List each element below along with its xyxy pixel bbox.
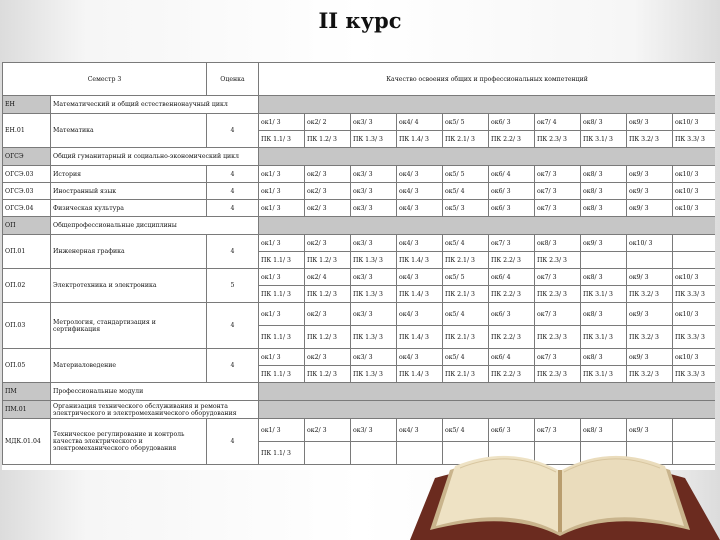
- competency-cell: ок8/ 3: [581, 419, 627, 442]
- competency-cell: ПК 2.3/ 3: [535, 366, 581, 383]
- competency-cell: ок3/ 3: [351, 303, 397, 326]
- competency-cell: ок4/ 3: [397, 419, 443, 442]
- competency-cell: ПК 2.2/ 3: [489, 252, 535, 269]
- subject-code: ОГСЭ.03: [3, 166, 51, 183]
- competency-cell: ок5/ 4: [443, 303, 489, 326]
- competency-cell: ок6/ 3: [489, 183, 535, 200]
- competency-cell: ок4/ 3: [397, 235, 443, 252]
- subject-grade: 4: [207, 235, 259, 269]
- competency-cell: ок1/ 3: [259, 166, 305, 183]
- subject-code: ОП.01: [3, 235, 51, 269]
- subject-row: [3, 349, 716, 366]
- subject-grade: 4: [207, 114, 259, 148]
- competency-cell: ок2/ 3: [305, 183, 351, 200]
- competency-cell: ок6/ 4: [489, 269, 535, 286]
- competency-cell: ПК 1.1/ 3: [259, 286, 305, 303]
- competency-cell: ок7/ 4: [535, 114, 581, 131]
- competency-cell: ок9/ 3: [627, 114, 673, 131]
- competency-cell: ПК 1.4/ 3: [397, 326, 443, 349]
- competency-cell: [581, 252, 627, 269]
- competency-cell: ПК 3.1/ 3: [581, 326, 627, 349]
- competency-cell: ПК 1.1/ 3: [259, 326, 305, 349]
- competency-cell: ок3/ 3: [351, 166, 397, 183]
- semester-header: Семестр 3: [3, 63, 207, 96]
- competency-cell: ок7/ 3: [535, 349, 581, 366]
- section-code: ПМ: [3, 383, 51, 401]
- competency-cell: ок1/ 3: [259, 303, 305, 326]
- competency-cell: ок2/ 3: [305, 166, 351, 183]
- competency-cell: ок9/ 3: [627, 419, 673, 442]
- subject-name: Математика: [51, 114, 207, 148]
- competency-cell: ПК 1.2/ 3: [305, 366, 351, 383]
- subject-grade: 4: [207, 303, 259, 349]
- subject-name: Метрология, стандартизация и сертификация: [51, 303, 207, 349]
- subject-grade: 4: [207, 166, 259, 183]
- competency-cell: ок8/ 3: [581, 269, 627, 286]
- competency-cell: ПК 2.3/ 3: [535, 252, 581, 269]
- competency-cell: ПК 1.3/ 3: [351, 131, 397, 148]
- competency-cell: ПК 3.3/ 3: [673, 286, 716, 303]
- competency-cell: ок2/ 3: [305, 349, 351, 366]
- competency-cell: ок9/ 3: [627, 349, 673, 366]
- section-name: Общий гуманитарный и социально-экономический цикл: [51, 148, 259, 166]
- section-row: [3, 401, 716, 419]
- competency-cell: ПК 2.1/ 3: [443, 131, 489, 148]
- competency-cell: ок8/ 3: [581, 200, 627, 217]
- quality-header: Качество освоения общих и профессиональных компетенций: [259, 63, 716, 96]
- competency-cell: ок9/ 3: [627, 269, 673, 286]
- competency-cell: ПК 1.2/ 3: [305, 131, 351, 148]
- competency-cell: ПК 1.2/ 3: [305, 326, 351, 349]
- competency-cell: ок5/ 4: [443, 349, 489, 366]
- open-book-image: [400, 418, 720, 540]
- competency-cell: ок9/ 3: [627, 166, 673, 183]
- competency-cell: ок10/ 3: [673, 200, 716, 217]
- competency-cell: ПК 2.3/ 3: [535, 326, 581, 349]
- subject-name: Материаловедение: [51, 349, 207, 383]
- section-fill: [259, 383, 716, 401]
- competency-cell: ПК 2.2/ 3: [489, 286, 535, 303]
- competency-cell: ок4/ 4: [397, 114, 443, 131]
- competency-cell: ПК 1.2/ 3: [305, 252, 351, 269]
- competency-cell: [305, 442, 351, 465]
- section-row: [3, 96, 716, 114]
- competency-cell: ок10/ 3: [673, 303, 716, 326]
- subject-code: ОГСЭ.03: [3, 183, 51, 200]
- competency-cell: ок8/ 3: [581, 114, 627, 131]
- competency-cell: ПК 2.1/ 3: [443, 286, 489, 303]
- competency-cell: ПК 2.1/ 3: [443, 252, 489, 269]
- subject-grade: 4: [207, 419, 259, 465]
- competency-cell: ок7/ 3: [535, 269, 581, 286]
- competency-cell: ок3/ 3: [351, 419, 397, 442]
- competency-cell: ок10/ 3: [673, 349, 716, 366]
- competency-cell: ок3/ 3: [351, 200, 397, 217]
- competency-cell: ПК 1.2/ 3: [305, 286, 351, 303]
- competency-cell: ок7/ 3: [535, 419, 581, 442]
- competency-cell: ок8/ 3: [581, 166, 627, 183]
- competency-cell: ок2/ 4: [305, 269, 351, 286]
- competency-cell: ок9/ 3: [627, 303, 673, 326]
- subject-name: Техническое регулирование и контроль качества электрического и электромеханического оборудования: [51, 419, 207, 465]
- competency-cell: ок7/ 3: [535, 183, 581, 200]
- competency-cell: ок6/ 4: [489, 349, 535, 366]
- competency-cell: ПК 1.4/ 3: [397, 286, 443, 303]
- competency-cell: ПК 1.1/ 3: [259, 252, 305, 269]
- competency-cell: ок6/ 3: [489, 419, 535, 442]
- subject-grade: 4: [207, 183, 259, 200]
- competency-cell: ПК 2.1/ 3: [443, 326, 489, 349]
- competency-cell: ПК 2.2/ 3: [489, 131, 535, 148]
- section-row: [3, 148, 716, 166]
- competency-cell: ок10/ 3: [673, 166, 716, 183]
- competency-cell: ПК 3.2/ 3: [627, 366, 673, 383]
- competency-cell: ПК 2.3/ 3: [535, 131, 581, 148]
- subject-row: [3, 235, 716, 252]
- section-code: ЕН: [3, 96, 51, 114]
- competency-cell: ок9/ 3: [627, 183, 673, 200]
- competency-cell: ок3/ 3: [351, 183, 397, 200]
- section-fill: [259, 217, 716, 235]
- section-code: ПМ.01: [3, 401, 51, 419]
- competency-cell: ок2/ 3: [305, 303, 351, 326]
- competency-cell: ПК 1.4/ 3: [397, 252, 443, 269]
- subject-code: ОГСЭ.04: [3, 200, 51, 217]
- competency-cell: ок5/ 5: [443, 114, 489, 131]
- section-name: Профессиональные модули: [51, 383, 259, 401]
- subject-code: ЕН.01: [3, 114, 51, 148]
- competency-cell: ок2/ 3: [305, 200, 351, 217]
- subject-name: История: [51, 166, 207, 183]
- competency-cell: ПК 3.3/ 3: [673, 326, 716, 349]
- subject-name: Иностранный язык: [51, 183, 207, 200]
- competency-cell: ПК 3.2/ 3: [627, 326, 673, 349]
- competency-cell: ок5/ 4: [443, 183, 489, 200]
- competency-cell: [627, 252, 673, 269]
- competency-cell: ПК 1.3/ 3: [351, 326, 397, 349]
- section-fill: [259, 96, 716, 114]
- competency-cell: ок4/ 3: [397, 349, 443, 366]
- competency-cell: ок2/ 2: [305, 114, 351, 131]
- competency-cell: ок2/ 3: [305, 235, 351, 252]
- competency-cell: ок9/ 3: [627, 200, 673, 217]
- competency-cell: ок3/ 3: [351, 114, 397, 131]
- competency-cell: [351, 442, 397, 465]
- subject-code: ОП.05: [3, 349, 51, 383]
- subject-grade: 4: [207, 349, 259, 383]
- competency-cell: ок6/ 3: [489, 303, 535, 326]
- competency-cell: ПК 3.1/ 3: [581, 131, 627, 148]
- competency-cell: ок4/ 3: [397, 269, 443, 286]
- section-name: Общепрофессиональные дисциплины: [51, 217, 259, 235]
- competency-cell: ПК 1.3/ 3: [351, 252, 397, 269]
- competency-cell: ок8/ 3: [581, 183, 627, 200]
- competency-cell: ок4/ 3: [397, 303, 443, 326]
- competency-cell: [673, 235, 716, 252]
- subject-code: МДК.01.04: [3, 419, 51, 465]
- section-row: [3, 383, 716, 401]
- grade-header: Оценка: [207, 63, 259, 96]
- competency-cell: ок4/ 3: [397, 200, 443, 217]
- subject-row: [3, 200, 716, 217]
- competency-cell: ПК 1.3/ 3: [351, 286, 397, 303]
- competency-cell: ПК 3.2/ 3: [627, 286, 673, 303]
- competency-cell: ок7/ 3: [535, 200, 581, 217]
- competency-cell: ПК 1.4/ 3: [397, 131, 443, 148]
- competency-cell: ок6/ 4: [489, 166, 535, 183]
- competency-cell: ок7/ 3: [489, 235, 535, 252]
- competency-cell: ок5/ 5: [443, 166, 489, 183]
- competency-cell: ПК 2.3/ 3: [535, 286, 581, 303]
- competency-cell: ПК 2.2/ 3: [489, 366, 535, 383]
- competency-cell: ок5/ 5: [443, 269, 489, 286]
- competency-cell: ПК 3.3/ 3: [673, 366, 716, 383]
- table-header-row: [3, 63, 716, 96]
- competency-cell: ПК 1.1/ 3: [259, 366, 305, 383]
- competency-cell: ок10/ 3: [673, 269, 716, 286]
- competency-cell: ПК 2.2/ 3: [489, 326, 535, 349]
- competency-cell: ок5/ 4: [443, 235, 489, 252]
- competency-cell: ок1/ 3: [259, 183, 305, 200]
- subject-grade: 4: [207, 200, 259, 217]
- competency-cell: ок2/ 3: [305, 419, 351, 442]
- competency-cell: ок8/ 3: [581, 303, 627, 326]
- competency-cell: ок1/ 3: [259, 269, 305, 286]
- section-name: Организация технического обслуживания и ремонта электрического и электромеханического оборудования: [51, 401, 259, 419]
- section-name: Математический и общий естественнонаучный цикл: [51, 96, 259, 114]
- competency-cell: ок3/ 3: [351, 269, 397, 286]
- competency-cell: ок3/ 3: [351, 235, 397, 252]
- competency-cell: ок4/ 3: [397, 166, 443, 183]
- section-fill: [259, 401, 716, 419]
- competency-cell: [673, 252, 716, 269]
- competency-cell: ок6/ 3: [489, 200, 535, 217]
- competency-cell: ок8/ 3: [535, 235, 581, 252]
- competency-cell: ок6/ 3: [489, 114, 535, 131]
- subject-name: Физическая культура: [51, 200, 207, 217]
- competency-cell: ок3/ 3: [351, 349, 397, 366]
- competency-cell: ПК 3.1/ 3: [581, 366, 627, 383]
- competency-cell: ок7/ 3: [535, 303, 581, 326]
- competency-cell: ПК 1.1/ 3: [259, 442, 305, 465]
- subject-row: [3, 114, 716, 131]
- competency-table: [2, 62, 715, 470]
- competency-cell: ок1/ 3: [259, 114, 305, 131]
- competency-cell: ПК 3.1/ 3: [581, 286, 627, 303]
- page-title: II курс: [318, 8, 402, 33]
- competency-cell: ок10/ 3: [673, 114, 716, 131]
- competency-cell: ПК 1.4/ 3: [397, 366, 443, 383]
- subject-code: ОП.02: [3, 269, 51, 303]
- competency-cell: ок4/ 3: [397, 183, 443, 200]
- subject-row: [3, 183, 716, 200]
- competency-cell: ок10/ 3: [627, 235, 673, 252]
- competency-cell: ПК 3.3/ 3: [673, 131, 716, 148]
- competency-cell: ок1/ 3: [259, 349, 305, 366]
- subject-row: [3, 166, 716, 183]
- subject-row: [3, 269, 716, 286]
- subject-row: [3, 303, 716, 326]
- competency-cell: ПК 2.1/ 3: [443, 366, 489, 383]
- competency-cell: ок8/ 3: [581, 349, 627, 366]
- competency-cell: ок9/ 3: [581, 235, 627, 252]
- section-code: ОГСЭ: [3, 148, 51, 166]
- subject-name: Электротехника и электроника: [51, 269, 207, 303]
- section-code: ОП: [3, 217, 51, 235]
- competency-cell: ок1/ 3: [259, 235, 305, 252]
- competency-cell: ПК 1.3/ 3: [351, 366, 397, 383]
- competency-cell: ок1/ 3: [259, 419, 305, 442]
- subject-code: ОП.03: [3, 303, 51, 349]
- subject-name: Инженерная графика: [51, 235, 207, 269]
- competency-cell: ок5/ 3: [443, 200, 489, 217]
- competency-cell: ПК 3.2/ 3: [627, 131, 673, 148]
- competency-cell: ок7/ 3: [535, 166, 581, 183]
- competency-cell: ок5/ 4: [443, 419, 489, 442]
- subject-grade: 5: [207, 269, 259, 303]
- section-row: [3, 217, 716, 235]
- competency-cell: ПК 1.1/ 3: [259, 131, 305, 148]
- competency-cell: ок1/ 3: [259, 200, 305, 217]
- section-fill: [259, 148, 716, 166]
- competency-cell: ок10/ 3: [673, 183, 716, 200]
